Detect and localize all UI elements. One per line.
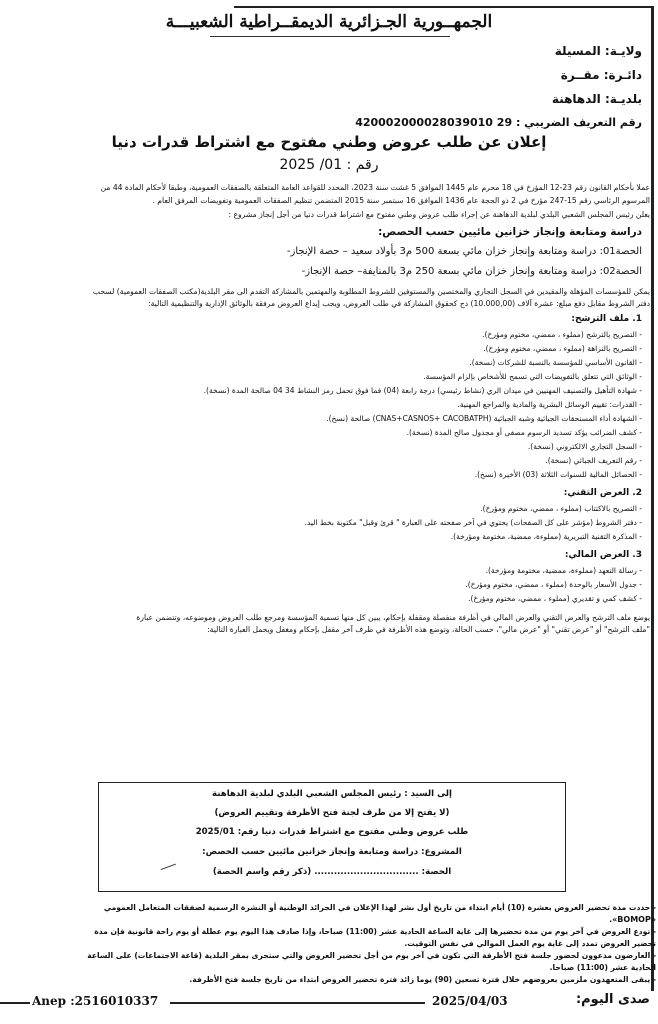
intro-paragraph-3: يعلن رئيس المجلس الشعبي البلدي لبلدية الدهاهنة عن إجراء طلب عروض وطني مفتوح مع اشتراط قدرات دنيا من أجل إنجاز مشروع :: [228, 210, 650, 219]
addr-line-4: المشروع: دراسة ومتابعة وإنجاز خزانين مائيين حسب الحصص:: [202, 847, 462, 857]
intro-paragraph-2: المرسوم الرئاسي رقم 15-247 مؤرخ في 2 ذو الحجة عام 1436 الموافق 16 سبتمبر سنة 2015 المتضمن تنظيم الصفقات العمومية وتفويضات المرفق العام .: [152, 196, 650, 205]
technical-heading: 2. العرض التقني:: [563, 488, 642, 498]
packaging-line-2: "ملف الترشح" أو "عرض تقني" أو "عرض مالي"، حسب الحالة، وتوضع هذه الأظرفة في ظرف آخر مقفل بإحكام ومغفل ويحمل العبارة التالية:: [207, 625, 650, 634]
candidature-item: - الحصائل المالية للسنوات الثلاثة (03) الأخيرة (نسخ).: [474, 470, 642, 479]
eligibility-line-1: يمكن للمؤسسات المؤهلة والمقيدين في السجل التجاري والمختصين والمستوفين للشروط المطلوبة والمهتمين بالمشاركة التقدم الى مقر البلدية(مكتب الصفقات العمومية) لسحب: [92, 287, 650, 296]
baladia-line: بلديـة: الدهاهنة: [551, 92, 642, 106]
publication-date: 2025/04/03: [432, 994, 508, 1008]
tax-id-label: رقم التعريف الضريبي :: [515, 116, 642, 129]
lot-2: الحصة02: دراسة ومتابعة وإنجاز خزان مائي بسعة 250 م3 بالمنايفة– حصة الإنجاز-: [301, 266, 642, 277]
financial-item: - جدول الأسعار بالوحدة (مملوء ، ممضي، مختوم ومؤرخ).: [465, 580, 642, 589]
technical-item: - المذكرة التقنية التبريرية (مملوءة، ممضية، مختومة ومؤرخة).: [450, 532, 642, 541]
technical-item: - دفتر الشروط (مؤشر على كل الصفحات) يحتوي في آخر صفحته على العبارة " قرئ وقبل" مكتوبة بخط اليد.: [304, 518, 642, 527]
candidature-item: - شهادة التأهيل والتصنيف المهنيين في ميدان الري (نشاط رئيسي) درجة رابعة (04) فما فوق تحمل رمز النشاط 34 04 صالحة المدة (نسخة).: [203, 386, 642, 395]
note-line: «BOMOP».: [609, 915, 656, 924]
page-frame-right: [651, 6, 654, 991]
financial-item: - رسالة التعهد (مملوءة، ممضية، مختومة ومؤرخة).: [485, 566, 642, 575]
wilaya-line: ولايـة: المسيلة: [554, 44, 642, 58]
financial-heading: 3. العرض المالي:: [564, 550, 642, 560]
note-line: - العارضون مدعوون لحضور جلسة فتح الأظرفة التي تكون في آخر يوم من أجل تحضير العروض والتي ستجرى بمقر البلدية (قاعة الاجتماعات) على الساعة: [87, 951, 656, 960]
addr-line-5: الحصة: ................................ (ذكر رقم واسم الحصة): [212, 867, 452, 877]
announcement-title: إعلان عن طلب عروض وطني مفتوح مع اشتراط قدرات دنيا: [111, 133, 547, 151]
daira-line: دائـرة: مقــرة: [560, 68, 642, 82]
technical-item: - التصريح بالاكتتاب (مملوء ، ممضي، مختوم ومؤرخ).: [480, 504, 642, 513]
candidature-item: - الشهادة أداء المستحقات الجبائية وشبه الجبائية (CNAS+CASNOS+ CACOBATPH) صالحة (نسخ).: [326, 414, 642, 423]
eligibility-line-2: دفتر الشروط مقابل دفع مبلغ: عشرة آلاف (10.000,00) دج كحقوق المشاركة في طلب العروض، ويجب إيداع العروض مرفقة بالوثائق الإدارية والتنظيمية التالية:: [148, 299, 650, 308]
note-line: تحضير العروض تمدد إلى غاية يوم العمل الموالي في نفس التوقيت.: [404, 939, 656, 948]
intro-paragraph-1: عملا بأحكام القانون رقم 23-12 المؤرخ في 18 محرم عام 1445 الموافق 5 غشت سنة 2023، المحدد للقواعد العامة المتعلقة بالصفقات العمومية، وطبقا لأحكام المادة 44 من: [100, 183, 650, 192]
candidature-item: - كشف الضرائب يؤكد تسديد الرسوم مصفى أو مجدول صالح المدة (نسخة).: [406, 428, 642, 437]
addr-line-3: طلب عروض وطني مفتوح مع اشتراط قدرات دنيا رقم: 2025/01: [195, 827, 469, 837]
packaging-line-1: يوضع ملف الترشح والعرض التقني والعرض المالي في أظرفة منفصلة ومقفلة بإحكام، يبين كل منها تسمية المؤسسة ومرجع طلب العروض وموضوعه، وتتضمن عبارة: [136, 613, 650, 622]
addr-line-2: (لا يفتح إلا من طرف لجنة فتح الأظرفة وتقييم العروض): [214, 808, 450, 818]
note-line: - يبقى المتعهدون ملزمين بعروضهم خلال فترة تسعين (90) يوما زائد فترة تحضير العروض ابتداء من تاريخ جلسة فتح الأظرفة.: [189, 975, 656, 984]
lot-1: الحصة01: دراسة ومتابعة وإنجاز خزان مائي بسعة 500 م3 بأولاد سعيد – حصة الإنجاز-: [286, 246, 642, 257]
note-line: - تودع العروض في آخر يوم من مدة تحضيرها إلى غاية الساعة الحادية عشر (11:00) صباحا، وإذا صادف هذا اليوم يوم عطلة أو يوم راحة قانونية فإن مدة: [94, 927, 656, 936]
candidature-item: - القدرات: تقييم الوسائل البشرية والمادية والمراجع المهنية.: [457, 400, 642, 409]
candidature-item: - التصريح بالنزاهة (مملوء ، ممضي، مختوم ومؤرخ).: [483, 344, 642, 353]
note-line: الحادية عشر (11:00) صباحا.: [549, 963, 656, 972]
footer-rule-left: [0, 1002, 30, 1004]
republic-title: الجمهــورية الجـزائرية الديمقــراطية الشعبيـــة: [165, 12, 493, 32]
financial-item: - كشف كمي و تقديري (مملوء ، ممضي، مختوم ومؤرخ).: [468, 594, 642, 603]
announcement-number: رقم : 01/ 2025: [279, 157, 379, 173]
tax-id-value: 420002000028039010 29: [355, 116, 513, 129]
project-title: دراسة ومتابعة وإنجاز خزانين مائيين حسب الحصص:: [378, 226, 642, 238]
addr-line-1: إلى السيد : رئيس المجلس الشعبي البلدي لبلدية الدهاهنة: [212, 789, 452, 799]
anep-reference: Anep :2516010337: [32, 994, 159, 1008]
title-underline: [210, 36, 450, 37]
tax-id-line: [355, 116, 642, 129]
note-line: - حددت مدة تحضير العروض بعشرة (10) أيام ابتداء من تاريخ أول نشر لهذا الإعلان في الجرائد الوطنية أو النشرة الرسمية لصفقات المتعامل العمومي: [103, 903, 656, 912]
candidature-item: - القانون الأساسي للمؤسسة بالنسبة للشركات (نسخة).: [469, 358, 642, 367]
candidature-item: - السجل التجاري الالكتروني (نسخة).: [527, 442, 642, 451]
newspaper-name: صدى اليوم:: [575, 992, 650, 1007]
candidature-heading: 1. ملف الترشح:: [571, 314, 642, 324]
page-frame-top: [234, 6, 654, 8]
candidature-item: - التصريح بالترشح (مملوء ، ممضي، مختوم ومؤرخ).: [482, 330, 642, 339]
footer-rule-middle: [170, 1002, 425, 1004]
candidature-item: - الوثائق التي تتعلق بالتفويضات التي تسمح للأشخاص بإلزام المؤسسة.: [423, 372, 642, 381]
candidature-item: - رقم التعريف الجبائي (نسخة).: [545, 456, 642, 465]
